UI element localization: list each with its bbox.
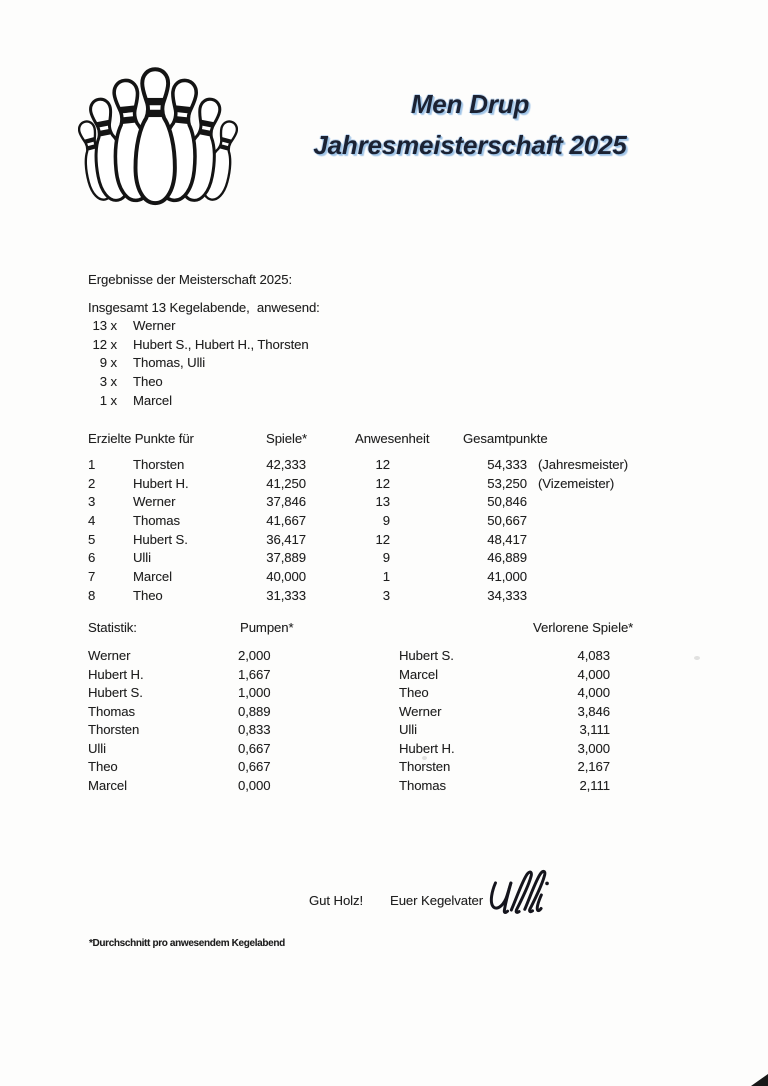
pumpen-value-cell: 0,667 <box>238 740 271 756</box>
scan-corner-artifact <box>751 1074 768 1086</box>
anwesenheit-cell: 3 <box>382 587 390 603</box>
column-header-anwesenheit: Anwesenheit <box>355 431 430 446</box>
anwesenheit-cell: 9 <box>382 550 390 566</box>
rank-cell: 5 <box>88 531 96 547</box>
anwesenheit-cell: 13 <box>375 494 390 510</box>
stat-row <box>88 741 728 760</box>
anwesenheit-cell: 1 <box>382 569 390 585</box>
pumpen-name-cell: Ulli <box>88 740 106 756</box>
verloren-name-cell: Thorsten <box>399 759 451 774</box>
attendance-count: 3 x <box>99 373 117 389</box>
results-table <box>88 431 728 607</box>
attendance-count: 1 x <box>99 392 117 408</box>
verloren-name-cell: Ulli <box>399 722 417 737</box>
note-cell <box>527 569 728 588</box>
spiele-cell: 41,667 <box>266 513 306 529</box>
rank-cell: 6 <box>88 550 96 566</box>
table-row <box>88 513 728 532</box>
attendance-count: 12 x <box>92 336 117 352</box>
verloren-value-cell: 2,111 <box>579 777 610 793</box>
column-header-pumpen: Pumpen* <box>240 620 294 635</box>
verloren-name-cell: Marcel <box>399 666 438 682</box>
spacer-cell <box>270 667 399 686</box>
results-table-header <box>88 431 728 450</box>
column-header-spiele: Spiele* <box>266 431 308 446</box>
verloren-name-cell: Theo <box>399 685 429 700</box>
gesamtpunkte-cell: 54,333 <box>487 457 527 472</box>
anwesenheit-cell: 12 <box>375 531 390 547</box>
name-cell: Thomas <box>133 513 181 529</box>
stat-row <box>88 648 728 667</box>
attendance-item <box>88 354 320 373</box>
pumpen-name-cell: Thomas <box>88 703 136 719</box>
name-cell: Hubert S. <box>133 531 188 547</box>
name-cell: Werner <box>133 494 176 510</box>
footnote-text: *Durchschnitt pro anwesendem Kegelabend <box>89 938 285 949</box>
attendance-heading: Insgesamt 13 Kegelabende, anwesend: <box>88 299 320 315</box>
pumpen-name-cell: Hubert S. <box>88 685 143 700</box>
name-cell: Hubert H. <box>133 475 189 491</box>
stat-row <box>88 722 728 741</box>
spacer-cell <box>270 704 399 723</box>
statistics-section <box>88 620 728 796</box>
anwesenheit-cell: 9 <box>382 513 390 529</box>
pumpen-name-cell: Marcel <box>88 777 127 793</box>
gesamtpunkte-cell: 41,000 <box>487 569 527 585</box>
attendance-names: Thomas, Ulli <box>133 355 206 371</box>
rank-cell: 7 <box>88 569 96 585</box>
table-row <box>88 457 728 476</box>
pumpen-value-cell: 0,667 <box>238 759 271 774</box>
name-cell: Thorsten <box>133 457 185 472</box>
attendance-names: Marcel <box>133 392 172 408</box>
statistics-heading: Statistik: <box>88 620 137 635</box>
gesamtpunkte-cell: 48,417 <box>487 531 527 547</box>
spacer-cell <box>270 722 399 741</box>
name-cell: Ulli <box>133 550 151 566</box>
table-row <box>88 532 728 551</box>
spiele-cell: 37,846 <box>266 494 306 510</box>
verloren-name-cell: Thomas <box>399 777 447 793</box>
spiele-cell: 41,250 <box>266 475 306 491</box>
name-cell: Marcel <box>133 569 172 585</box>
title-line-1: Men Drup <box>410 89 530 119</box>
spiele-cell: 42,333 <box>266 457 306 472</box>
pumpen-value-cell: 1,667 <box>238 666 271 682</box>
attendance-names: Werner <box>133 318 176 334</box>
rank-cell: 3 <box>88 494 96 510</box>
attendance-count: 9 x <box>99 355 117 371</box>
stat-row <box>88 759 728 778</box>
pumpen-value-cell: 2,000 <box>238 648 271 663</box>
verloren-value-cell: 4,083 <box>577 648 610 663</box>
table-row <box>88 588 728 607</box>
statistics-body <box>88 648 728 796</box>
rank-cell: 4 <box>88 513 96 529</box>
spiele-cell: 36,417 <box>266 531 306 547</box>
rank-cell: 2 <box>88 475 96 491</box>
table-row <box>88 494 728 513</box>
verloren-name-cell: Werner <box>399 703 442 719</box>
spiele-cell: 37,889 <box>266 550 306 566</box>
statistics-header <box>88 620 728 639</box>
attendance-names: Theo <box>133 373 163 389</box>
handwritten-signature-ulli <box>486 869 560 919</box>
verloren-value-cell: 4,000 <box>577 666 610 682</box>
stat-row <box>88 704 728 723</box>
document-title <box>285 84 655 166</box>
gesamtpunkte-cell: 53,250 <box>487 475 527 491</box>
pumpen-value-cell: 0,000 <box>238 777 271 793</box>
note-cell <box>527 550 728 569</box>
attendance-item <box>88 317 320 336</box>
stat-row <box>88 778 728 797</box>
spacer-cell <box>270 778 399 797</box>
rank-cell: 8 <box>88 587 96 603</box>
gesamtpunkte-cell: 50,846 <box>487 494 527 510</box>
pumpen-value-cell: 1,000 <box>238 685 271 700</box>
pumpen-value-cell: 0,833 <box>238 722 271 737</box>
verloren-value-cell: 4,000 <box>577 685 610 700</box>
attendance-list <box>88 317 320 410</box>
closing-line <box>0 893 768 913</box>
attendance-item <box>88 373 320 392</box>
intro-section <box>88 271 320 410</box>
verloren-name-cell: Hubert S. <box>399 648 454 663</box>
results-table-body <box>88 457 728 607</box>
spacer-cell <box>270 759 399 778</box>
anwesenheit-cell: 12 <box>375 475 390 491</box>
gesamtpunkte-cell: 46,889 <box>487 550 527 566</box>
note-cell <box>527 532 728 551</box>
spacer-cell <box>270 741 399 760</box>
attendance-count: 13 x <box>92 318 117 334</box>
column-header-rank-name: Erzielte Punkte für <box>88 431 194 446</box>
gesamtpunkte-cell: 34,333 <box>487 587 527 603</box>
anwesenheit-cell: 12 <box>375 457 390 472</box>
bowling-pins-icon <box>78 64 238 214</box>
note-cell: (Jahresmeister) <box>538 457 629 472</box>
note-cell <box>527 513 728 532</box>
spiele-cell: 40,000 <box>266 569 306 585</box>
scan-speck <box>694 656 700 660</box>
attendance-names: Hubert S., Hubert H., Thorsten <box>133 336 309 352</box>
stat-row <box>88 667 728 686</box>
attendance-item <box>88 392 320 411</box>
verloren-value-cell: 2,167 <box>577 759 610 774</box>
table-row <box>88 569 728 588</box>
spacer-cell <box>270 648 399 667</box>
note-cell: (Vizemeister) <box>538 475 615 491</box>
pumpen-value-cell: 0,889 <box>238 703 271 719</box>
spacer-cell <box>270 685 399 704</box>
scan-speck <box>422 756 427 760</box>
verloren-name-cell: Hubert H. <box>399 740 455 756</box>
title-line-2: Jahresmeisterschaft 2025 <box>313 130 627 160</box>
rank-cell: 1 <box>88 457 96 472</box>
pumpen-name-cell: Theo <box>88 759 118 774</box>
greeting-text: Gut Holz! <box>309 893 364 908</box>
results-heading: Ergebnisse der Meisterschaft 2025: <box>88 272 293 287</box>
column-header-gesamtpunkte: Gesamtpunkte <box>463 431 548 446</box>
spiele-cell: 31,333 <box>266 587 306 603</box>
stat-row <box>88 685 728 704</box>
table-row <box>88 476 728 495</box>
pumpen-name-cell: Werner <box>88 648 131 663</box>
name-cell: Theo <box>133 587 163 603</box>
pumpen-name-cell: Thorsten <box>88 722 140 737</box>
pumpen-name-cell: Hubert H. <box>88 666 144 682</box>
verloren-value-cell: 3,111 <box>579 722 610 737</box>
verloren-value-cell: 3,000 <box>577 740 610 756</box>
column-header-verlorene-spiele: Verlorene Spiele* <box>533 620 634 635</box>
note-cell <box>527 494 728 513</box>
table-row <box>88 550 728 569</box>
gesamtpunkte-cell: 50,667 <box>487 513 527 529</box>
attendance-item <box>88 336 320 355</box>
signoff-text: Euer Kegelvater <box>390 893 484 908</box>
note-cell <box>527 588 728 607</box>
verloren-value-cell: 3,846 <box>577 703 610 719</box>
